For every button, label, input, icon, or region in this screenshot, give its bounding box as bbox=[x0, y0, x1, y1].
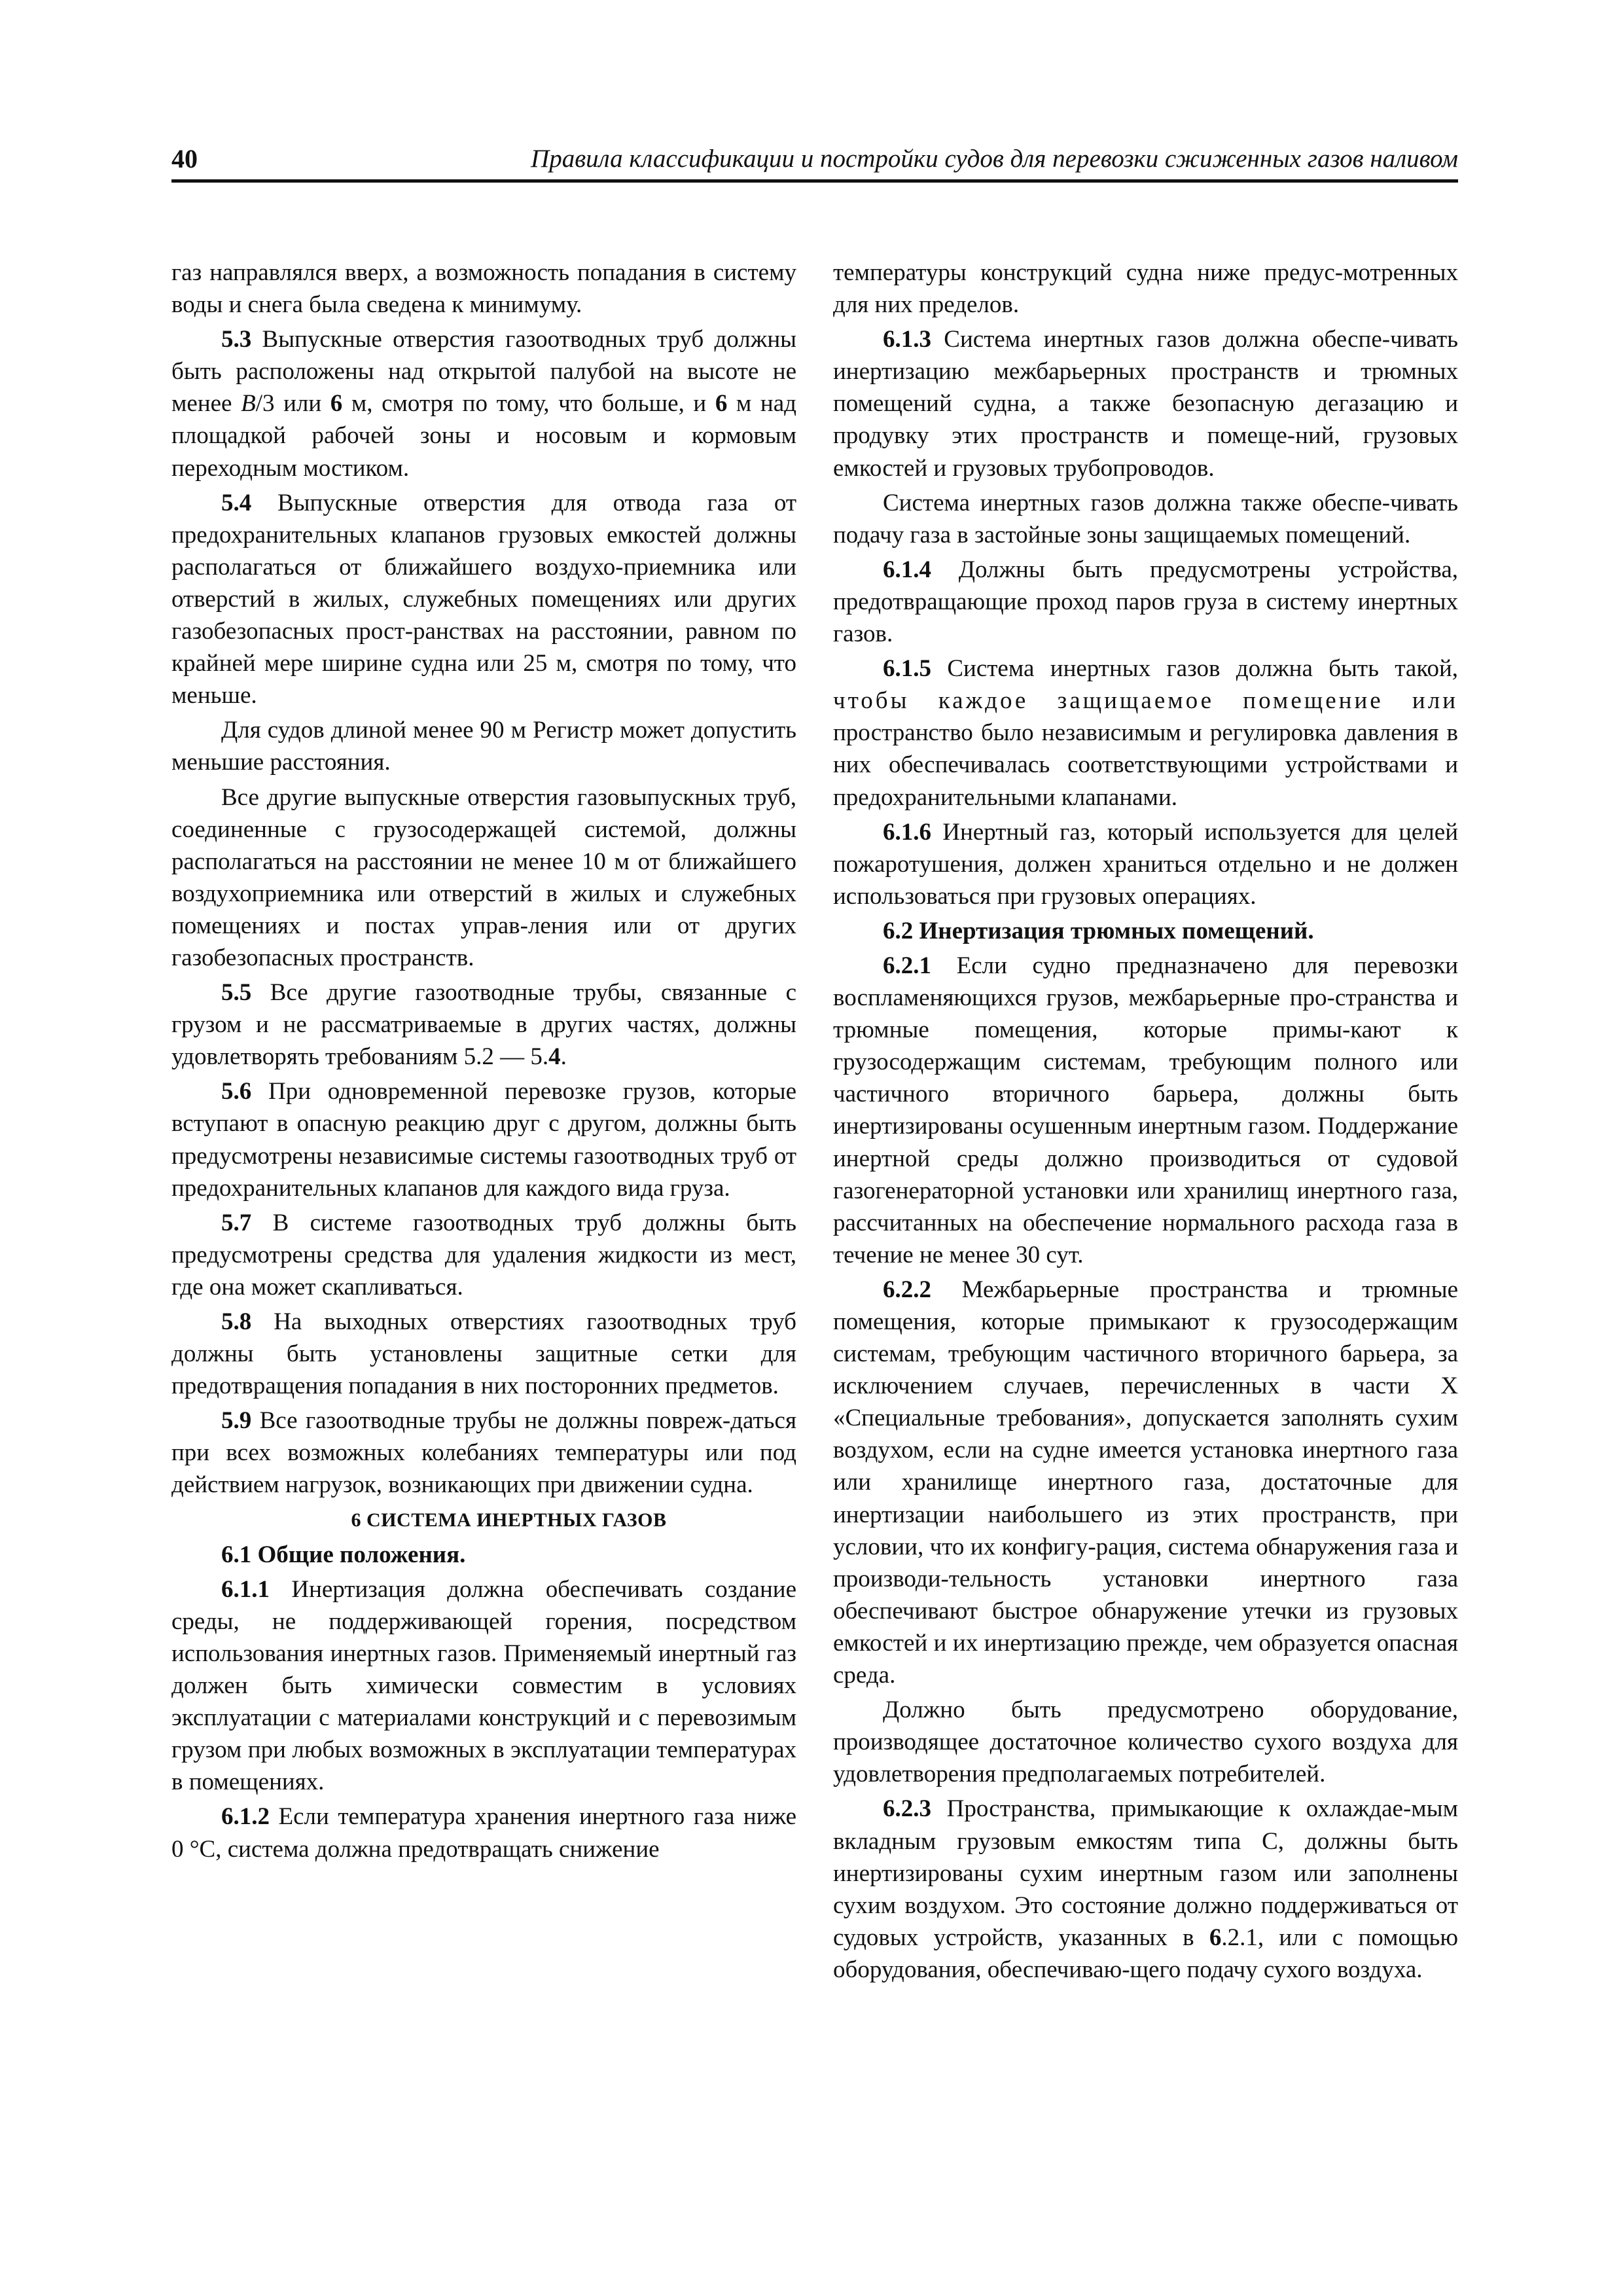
clause-number: 6.1.3 bbox=[883, 326, 931, 353]
paragraph-6-1-1: 6.1.1 Инертизация должна обеспечивать создание среды, не поддерживающей горения, посредством использования инертных газов. Применяемый инертный газ должен быть химически совместим в условиях эксплуатации с материалами конструкций и с перевозимым грузом при любых возможных в эксплуатации температурах в помещениях. bbox=[171, 1575, 796, 1796]
paragraph-5-9: 5.9 Все газоотводные трубы не должны повреж-даться при всех возможных колебаниях температуры или под действием нагрузок, возникающих при движении судна. bbox=[171, 1407, 796, 1499]
clause-number: 6.1.1 bbox=[221, 1575, 270, 1603]
paragraph-5-7: 5.7 В системе газоотводных труб должны быть предусмотрены средства для удаления жидкости из мест, где она может скапливаться. bbox=[171, 1209, 796, 1300]
paragraph-6-1-4: 6.1.4 Должны быть предусмотрены устройства, предотвращающие проход паров груза в систему инертных газов. bbox=[833, 556, 1458, 648]
clause-number: 5.5 bbox=[221, 979, 252, 1007]
paragraph-6-1-5: 6.1.5 Система инертных газов должна быть такой, чтобы каждое защищаемое помещение или пространство было независимым и регулировка давления в них обеспечивалась соответствующими устройствами и предохранительными клапанами. bbox=[833, 655, 1458, 811]
clause-number: 6.1.6 bbox=[883, 818, 931, 846]
clause-number: 6.2.1 bbox=[883, 952, 931, 979]
paragraph: Для судов длиной менее 90 м Регистр может допустить меньшие расстояния. bbox=[171, 717, 796, 776]
clause-number: 6.2.2 bbox=[883, 1276, 931, 1303]
clause-number: 5.9 bbox=[221, 1407, 252, 1435]
left-column bbox=[171, 257, 796, 1868]
section-title: 6 СИСТЕМА ИНЕРТНЫХ ГАЗОВ bbox=[351, 1509, 667, 1531]
paragraph-6-1-2: 6.1.2 Если температура хранения инертного газа ниже 0 °С, система должна предотвращать снижение bbox=[171, 1803, 796, 1863]
clause-number: 5.7 bbox=[221, 1209, 252, 1236]
paragraph-5-8: 5.8 На выходных отверстиях газоотводных труб должны быть установлены защитные сетки для предотвращения попадания в них посторонних предметов. bbox=[171, 1308, 796, 1400]
paragraph-6-2-1: 6.2.1 Если судно предназначено для перевозки воспламеняющихся грузов, межбарьерные про-странства и трюмные помещения, которые примы-кают к грузосодержащим системам, требующим полного или частичного вторичного барьера, должны быть инертизированы осушенным инертным газом. Поддержание инертной среды должно производиться от судовой газогенераторной установки или хранилищ инертного газа, рассчитанных на обеспечение нормального расхода газа в течение не менее 30 сут. bbox=[833, 952, 1458, 1268]
clause-number: 5.6 bbox=[221, 1078, 252, 1105]
right-column bbox=[833, 257, 1458, 1988]
clause-number: 5.8 bbox=[221, 1308, 252, 1335]
clause-number: 6.2.3 bbox=[883, 1795, 931, 1823]
paragraph-5-3: 5.3 Выпускные отверстия газоотводных труб должны быть расположены над открытой палубой на высоте не менее B/3 или 6 м, смотря по тому, что больше, и 6 м над площадкой рабочей зоны и носовым и кормовым переходным мостиком. bbox=[171, 326, 796, 482]
clause-number: 6.1.5 bbox=[883, 655, 931, 683]
paragraph-6-1-3: 6.1.3 Система инертных газов должна обеспе-чивать инертизацию межбарьерных пространств и трюмных помещений судна, а также безопасную дегазацию и продувку этих пространств и помеще-ний, грузовых емкостей и грузовых трубопроводов. bbox=[833, 326, 1458, 482]
paragraph-6-2-2: 6.2.2 Межбарьерные пространства и трюмные помещения, которые примыкают к грузосодержащим системам, требующим частичного вторичного барьера, за исключением случаев, перечисленных в части X «Специальные требования», допускается заполнять сухим воздухом, если на судне имеется установка инертного газа или хранилище инертного газа, достаточные для инертизации наибольшего из этих пространств, при условии, что их конфигу-рация, система обнаружения газа и производи-тельность установки инертного газа обеспечивают быстрое обнаружение утечки из грузовых емкостей и их инертизацию прежде, чем образуется опасная среда. bbox=[833, 1276, 1458, 1689]
paragraph-5-4: 5.4 Выпускные отверстия для отвода газа от предохранительных клапанов грузовых емкостей должны располагаться от ближайшего воздухо-приемника или отверстий в жилых, служебных помещениях или других газобезопасных прост-ранствах на расстоянии, равном по крайней мере ширине судна или 25 м, смотря по тому, что меньше. bbox=[171, 489, 796, 709]
subheading-6-2: 6.2 Инертизация трюмных помещений. bbox=[883, 917, 1314, 944]
paragraph-5-5: 5.5 Все другие газоотводные трубы, связанные с грузом и не рассматриваемые в других частях, должны удовлетворять требованиям 5.2 — 5.4. bbox=[171, 979, 796, 1071]
page-header bbox=[171, 143, 1458, 183]
clause-number: 5.3 bbox=[221, 326, 252, 353]
paragraph-6-1-6: 6.1.6 Инертный газ, который используется для целей пожаротушения, должен храниться отдельно и не должен использоваться при грузовых операциях. bbox=[833, 818, 1458, 910]
paragraph-6-2-3: 6.2.3 Пространства, примыкающие к охлаждае-мым вкладным грузовым емкостям типа С, должны быть инертизированы сухим инертным газом или заполнены сухим воздухом. Это состояние должно поддерживаться от судовых устройств, указанных в 6.2.1, или с помощью оборудования, обеспечиваю-щего подачу сухого воздуха. bbox=[833, 1795, 1458, 1983]
paragraph-5-6: 5.6 При одновременной перевозке грузов, которые вступают в опасную реакцию друг с другом, должны быть предусмотрены независимые системы газоотводных труб от предохранительных клапанов для каждого вида груза. bbox=[171, 1078, 796, 1202]
paragraph: Должно быть предусмотрено оборудование, производящее достаточное количество сухого воздуха для удовлетворения предполагаемых потребителей. bbox=[833, 1696, 1458, 1788]
paragraph: Система инертных газов должна также обеспе-чивать подачу газа в застойные зоны защищаемых помещений. bbox=[833, 489, 1458, 548]
clause-number: 5.4 bbox=[221, 489, 252, 516]
paragraph: Все другие выпускные отверстия газовыпускных труб, соединенные с грузосодержащей системой, должны располагаться на расстоянии не менее 10 м от ближайшего воздухоприемника или отверстий в жилых и служебных помещениях и постах управ-ления или от других газобезопасных пространств. bbox=[171, 783, 796, 971]
paragraph: температуры конструкций судна ниже предус-мотренных для них пределов. bbox=[833, 259, 1458, 319]
clause-number: 6.1.4 bbox=[883, 556, 931, 583]
page-number: 40 bbox=[171, 144, 198, 173]
clause-number: 6.1.2 bbox=[221, 1803, 270, 1831]
subheading-6-1: 6.1 Общие положения. bbox=[221, 1541, 466, 1568]
running-title: Правила классификации и постройки судов для перевозки сжиженных газов наливом bbox=[531, 145, 1458, 173]
paragraph: газ направлялся вверх, а возможность попадания в систему воды и снега была сведена к минимуму. bbox=[171, 259, 796, 319]
